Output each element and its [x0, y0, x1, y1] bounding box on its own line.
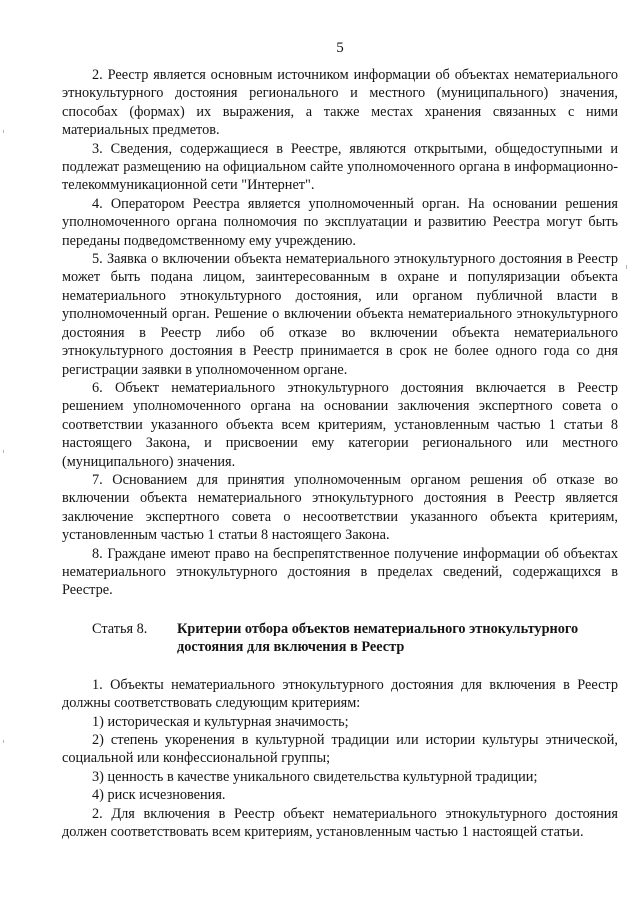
scan-mark — [3, 130, 4, 133]
page-number: 5 — [336, 40, 344, 56]
paragraph-6: 6. Объект нематериального этнокультурного достояния включается в Реестр решением уполномоченного органа на основании заключения экспертного совета о соответствии указанного объекта всем критериям, установленным частью 1 статьи 8 настоящего Закона, и присвоении ему категории регионального или местного (муниципального) значения. — [62, 379, 618, 470]
paragraph-5: 5. Заявка о включении объекта нематериального этнокультурного достояния в Реестр может быть подана лицом, заинтересованным в охране и популяризации объекта нематериального этнокультурного достояния, или органом публичной власти в уполномоченный орган. Решение о включении объекта нематериального этнокультурного достояния в Реестр либо об отказе во включении объекта нематериального этнокультурного достояния в Реестр принимается в срок не более одного года со дня регистрации заявки в уполномоченном органе. — [62, 251, 618, 378]
article-final-paragraph: 2. Для включения в Реестр объект нематериального этнокультурного достояния должен соответствовать всем критериям, установленным частью 1 настоящей статьи. — [62, 805, 618, 841]
paragraph-2: 2. Реестр является основным источником информации об объектах нематериального этнокультурного достояния регионального и местного (муниципального) значения, способах (формах) их выражения, а также местах хранения связанных с ними материальных предметов. — [62, 67, 618, 139]
criterion-4: 4) риск исчезновения. — [92, 787, 226, 804]
scan-mark — [3, 450, 4, 453]
article-title-line-1: Критерии отбора объектов нематериального этнокультурного — [177, 620, 579, 637]
article-heading — [62, 620, 618, 658]
paragraph-4: 4. Оператором Реестра является уполномоченный орган. На основании решения уполномоченного органа полномочия по эксплуатации и развитию Реестра могут быть переданы подведомственному ему учреждению. — [62, 195, 618, 249]
paragraph-3: 3. Сведения, содержащиеся в Реестре, являются открытыми, общедоступными и подлежат размещению на официальном сайте уполномоченного органа в информационно-телекоммуникационной сети "Интернет". — [62, 140, 618, 194]
criterion-2: 2) степень укоренения в культурной традиции или истории культуры этнической, социальной или конфессиональной группы; — [62, 732, 618, 767]
paragraph-7: 7. Основанием для принятия уполномоченным органом решения об отказе во включении объекта нематериального этнокультурного достояния в Реестр является заключение экспертного совета о несоответствии указанного объекта критериям, установленным частью 1 статьи 8 настоящего Закона. — [62, 471, 618, 544]
document-body — [62, 66, 618, 841]
article-label: Статья 8. — [92, 620, 148, 637]
article-title — [177, 620, 622, 657]
scan-mark — [626, 265, 627, 269]
article-title-line-2: достояния для включения в Реестр — [177, 639, 405, 656]
criterion-3: 3) ценность в качестве уникального свидетельства культурной традиции; — [92, 768, 538, 785]
paragraph-8: 8. Граждане имеют право на беспрепятственное получение информации об объектах нематериального этнокультурного достояния в пределах сведений, содержащихся в Реестре. — [62, 545, 618, 599]
scan-mark — [3, 740, 4, 743]
article-intro: 1. Объекты нематериального этнокультурного достояния для включения в Реестр должны соответствовать следующим критериям: — [62, 676, 618, 712]
criterion-1: 1) историческая и культурная значимость; — [92, 713, 349, 730]
